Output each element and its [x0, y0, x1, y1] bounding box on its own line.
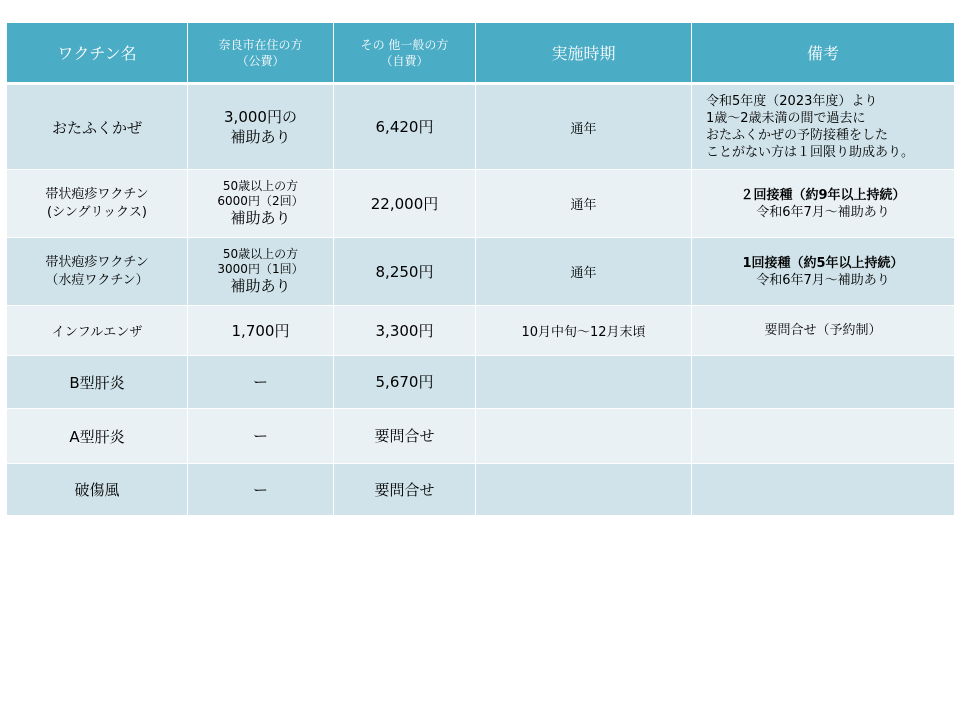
- table-header-row: [7, 23, 955, 84]
- period-cell: 通年: [476, 238, 692, 306]
- resident-price-cell: 1,700円: [188, 306, 334, 356]
- notes-bold-line: ２回接種（約9年以上持続）: [740, 187, 906, 203]
- general-price-cell: 6,420円: [334, 84, 476, 170]
- general-price-cell: 3,300円: [334, 306, 476, 356]
- vaccine-name-cell: インフルエンザ: [7, 306, 188, 356]
- vaccine-name-cell: [7, 238, 188, 306]
- table-row: [7, 170, 955, 238]
- vaccine-name-cell: おたふくかぜ: [7, 84, 188, 170]
- resident-price-cell: [188, 84, 334, 170]
- notes-line: 令和6年7月～補助あり: [756, 204, 890, 220]
- notes-cell: [692, 464, 955, 516]
- header-vaccine-name: ワクチン名: [7, 23, 188, 84]
- notes-cell: [692, 356, 955, 409]
- general-price-cell: 要問合せ: [334, 464, 476, 516]
- resident-price-line1: 50歳以上の方: [222, 247, 299, 261]
- resident-price-line2: 補助あり: [230, 128, 291, 146]
- resident-price-cell: [188, 170, 334, 238]
- vaccine-name-cell: 破傷風: [7, 464, 188, 516]
- period-cell: 通年: [476, 170, 692, 238]
- header-general: [334, 23, 476, 84]
- period-cell: [476, 409, 692, 464]
- resident-price-cell: ー: [188, 409, 334, 464]
- resident-price-line3: 補助あり: [230, 209, 291, 227]
- resident-price-line1: 50歳以上の方: [222, 179, 299, 193]
- period-cell: [476, 356, 692, 409]
- resident-price-line1: 3,000円の: [224, 108, 297, 126]
- table-row: [7, 356, 955, 409]
- notes-cell: [692, 238, 955, 306]
- header-period: 実施時期: [476, 23, 692, 84]
- period-cell: [476, 464, 692, 516]
- vaccine-name-cell: [7, 170, 188, 238]
- notes-cell: [692, 170, 955, 238]
- table-row: [7, 409, 955, 464]
- general-price-cell: 22,000円: [334, 170, 476, 238]
- period-cell: 10月中旬～12月末頃: [476, 306, 692, 356]
- notes-line: おたふくかぜの予防接種をした: [706, 128, 889, 143]
- general-price-cell: 8,250円: [334, 238, 476, 306]
- table-row: [7, 84, 955, 170]
- resident-price-cell: [188, 238, 334, 306]
- vaccine-name-line2: (シングリックス): [47, 204, 147, 220]
- table-row: [7, 464, 955, 516]
- notes-line: 令和5年度（2023年度）より: [706, 94, 878, 109]
- notes-cell: 要問合せ（予約制）: [692, 306, 955, 356]
- table-row: [7, 306, 955, 356]
- vaccine-name-line2: （水痘ワクチン）: [45, 272, 149, 288]
- vaccine-name-line1: 帯状疱疹ワクチン: [45, 254, 149, 270]
- header-general-line2: （自費）: [380, 53, 429, 68]
- general-price-cell: 5,670円: [334, 356, 476, 409]
- header-nara-resident-line1: 奈良市在住の方: [218, 37, 303, 52]
- resident-price-line2: 3000円（1回）: [217, 262, 304, 276]
- header-nara-resident: [188, 23, 334, 84]
- resident-price-line2: 6000円（2回）: [217, 194, 304, 208]
- notes-bold-line: 1回接種（約5年以上持続）: [742, 255, 904, 271]
- notes-cell: [692, 409, 955, 464]
- notes-cell: [692, 84, 955, 170]
- vaccine-name-line1: 帯状疱疹ワクチン: [45, 186, 149, 202]
- notes-line: 1歳～2歳未満の間で過去に: [706, 111, 866, 126]
- resident-price-cell: ー: [188, 356, 334, 409]
- vaccine-name-cell: A型肝炎: [7, 409, 188, 464]
- notes-line: 令和6年7月～補助あり: [756, 272, 890, 288]
- vaccine-price-table: [6, 22, 955, 516]
- table-row: [7, 238, 955, 306]
- resident-price-cell: ー: [188, 464, 334, 516]
- notes-line: ことがない方は１回限り助成あり。: [706, 145, 915, 160]
- vaccine-name-cell: B型肝炎: [7, 356, 188, 409]
- header-general-line1: その 他一般の方: [360, 37, 449, 52]
- header-notes: 備考: [692, 23, 955, 84]
- header-nara-resident-line2: （公費）: [236, 53, 285, 68]
- general-price-cell: 要問合せ: [334, 409, 476, 464]
- period-cell: 通年: [476, 84, 692, 170]
- resident-price-line3: 補助あり: [230, 277, 291, 295]
